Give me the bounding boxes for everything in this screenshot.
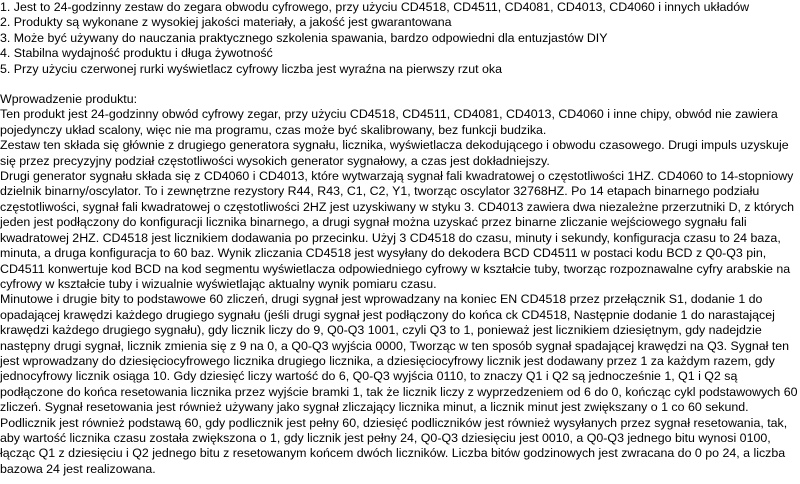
feature-item: 3. Może być używany do nauczania praktycznego szkolenia spawania, bardzo odpowiedni dla entuzjastów DIY [0,30,608,45]
feature-item: 4. Stabilna wydajność produktu i długa żywotność [0,46,273,61]
feature-list [0,0,800,77]
intro-paragraph: Podlicznik jest również podstawą 60, gdy podlicznik jest pełny 60, dziesięć podliczników jest również wysyłanych przez sygnał resetowania, tak, aby wartość licznika czasu została zwiększona o 1, gdy licznik jest pełny 24, Q0-Q3 dziesięciu jest 0010, a Q0-Q3 jednego bitu wynosi 0100, łącząc Q1 z dziesięciu i Q2 jednego bitu z resetowanym końcem dwóch liczników. Liczba bitów godzinowych jest zwracana do 0 po 24, a liczba bazowa 24 jest realizowana. [0,415,788,476]
spacer [0,77,800,92]
intro-paragraph: Minutowe i drugie bity to podstawowe 60 zliczeń, drugi sygnał jest wprowadzany na koniec EN CD4518 przez przełącznik S1, dodanie 1 do opadającej krawędzi każdego drugiego sygnału (jeśli drugi sygnał jest podłączony do końca ck CD4518, Następnie dodanie 1 do narastającej krawędzi każdego drugiego sygnału), gdy licznik liczy do 9, Q0-Q3 1001, czyli Q3 to 1, ponieważ jest licznikiem dziesiętnym, gdy nadejdzie następny drugi sygnał, licznik zmienia się z 9 na 0, a Q0-Q3 wyjścia 0000, Tworząc w ten sposób sygnał spadającej krawędzi na Q3. Sygnał ten jest wprowadzany do dziesięciocyfrowego licznika drugiego licznika, a dziesięciocyfrowy licznik jest dodawany przez 1 za każdym razem, gdy jednocyfrowy licznik osiąga 10. Gdy dziesięć liczy wartość do 6, Q0-Q3 wyjścia 0110, to znaczy Q1 i Q2 są jednocześnie 1, Q1 i Q2 są podłączone do końca resetowania licznika przez wyjście bramki 1, tak że licznik liczy z wyprzedzeniem od 6 do 0, kończąc cykl podstawowych 60 zliczeń. Sygnał resetowania jest również używany jako sygnał zliczający licznika minut, a licznik minut jest zwiększany o 1 co 60 sekund. [0,292,798,415]
feature-item: 1. Jest to 24-godzinny zestaw do zegara obwodu cyfrowego, przy użyciu CD4518, CD4511, CD4081, CD4013, CD4060 i innych układów [0,0,750,14]
intro-paragraph: Drugi generator sygnału składa się z CD4060 i CD4013, które wytwarzają sygnał fali kwadratowej o częstotliwości 1HZ. CD4060 to 14-stopniowy dzielnik binarny/oscylator. To i zewnętrzne rezystory R44, R43, C1, C2, Y1, tworząc oscylator 32768HZ. Po 14 etapach binarnego podziału częstotliwości, sygnał fali kwadratowej o częstotliwości 2HZ jest uzyskiwany w styku 3. CD4013 zawiera dwa niezależne przerzutniki D, z których jeden jest podłączony do konfiguracji licznika binarnego, a drugi sygnał można uzyskać przez binarne zliczanie wejściowego sygnału fali kwadratowej 2HZ. CD4518 jest licznikiem dodawania po przecinku. Użyj 3 CD4518 do czasu, minuty i sekundy, konfiguracja czasu to 24 baza, minuta, a druga konfiguracja to 60 baz. Wynik zliczania CD4518 jest wysyłany do dekodera BCD CD4511 w postaci kodu BCD z Q0-Q3 pin, CD4511 konwertuje kod BCD na kod segmentu wyświetlacza odpowiedniego cyfrowy w kształcie tuby, tworząc rozpoznawalne cyfry arabskie na cyfrowy w kształcie tuby i wizualnie wyświetlając aktualny wynik pomiaru czasu. [0,169,794,291]
intro-paragraph: Zestaw ten składa się głównie z drugiego generatora sygnału, licznika, wyświetlacza dekodującego i obwodu czasowego. Drugi impuls uzyskuje się przez precyzyjny podział częstotliwości wysokich generator sygnałowy, a czas jest dokładniejszy. [0,138,789,168]
intro-title: Wprowadzenie produktu: [0,92,138,107]
feature-item: 2. Produkty są wykonane z wysokiej jakości materiały, a jakość jest gwarantowana [0,15,452,30]
feature-item: 5. Przy użyciu czerwonej rurki wyświetlacz cyfrowy liczba jest wyraźna na pierwszy rzut oka [0,61,502,76]
intro-paragraph: Ten produkt jest 24-godzinny obwód cyfrowy zegar, przy użyciu CD4518, CD4511, CD4081, CD4013, CD4060 i inne chipy, obwód nie zawiera pojedynczy układ scalony, więc nie ma programu, czas może być skalibrowany, bez funkcji budzika. [0,107,778,137]
